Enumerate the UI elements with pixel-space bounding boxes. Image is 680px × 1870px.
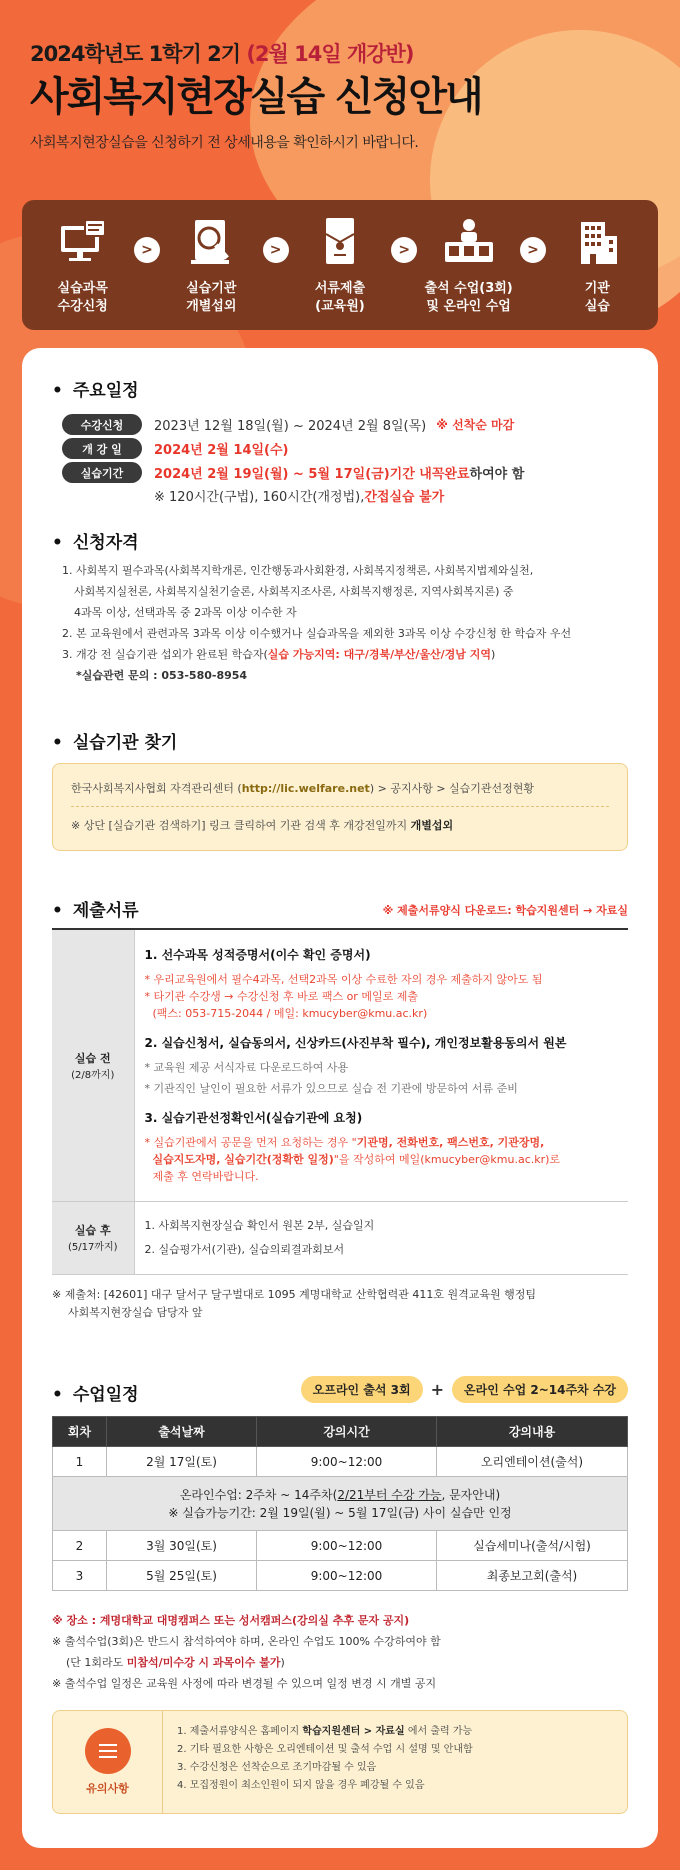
offline-badge: 오프라인 출석 3회	[301, 1376, 423, 1403]
page-subtitle: 2024학년도 1학기 2기 (2월 14일 개강반)	[30, 42, 414, 66]
class-type-badges: 오프라인 출석 3회 + 온라인 수업 2~14주차 수강	[301, 1376, 628, 1403]
table-row: 3 5월 25일(토) 9:00~12:00 최종보고회(출석)	[53, 1561, 628, 1591]
submission-address: ※ 제출처: [42601] 대구 달서구 달구벌대로 1095 계명대학교 산학협력관 411호 원격교육원 행정팀 사회복지현장실습 담당자 앞	[52, 1288, 536, 1319]
welfare-link[interactable]: http://lic.welfare.net	[241, 782, 370, 795]
label-pill: 개 강 일	[62, 438, 142, 459]
table-row: 2 3월 30일(토) 9:00~12:00 실습세미나(출석/시험)	[53, 1531, 628, 1561]
process-steps	[22, 200, 658, 330]
label-pill: 수강신청	[62, 414, 142, 435]
step-course-registration: 실습과목 수강신청	[33, 214, 133, 316]
building-icon	[569, 214, 625, 270]
table-row	[52, 1201, 628, 1274]
section-title-find-agency: • 실습기관 찾기	[52, 728, 177, 753]
step-document-submission: 서류제출 (교육원)	[290, 214, 390, 316]
table-header-row: 회차 출석날짜 강의시간 강의내용	[53, 1417, 628, 1447]
section-title-documents: • 제출서류	[52, 896, 139, 921]
class-notes: ※ 장소 : 계명대학교 대명캠퍼스 또는 성서캠퍼스(강의실 추후 문자 공지) ※ 출석수업(3회)은 반드시 참석하여야 하며, 온라인 수업도 100% 수강하여야 함 (단 1회라도 미참석/미수강 시 과목이수 불가) ※ 출석수업 일정은 교육원 사정에 따라 변경될 수 있으며 일정 변경 시 개별 공지	[52, 1614, 441, 1690]
find-agency-box: 한국사회복지사협회 자격관리센터 (http://lic.welfare.net) > 공지사항 > 실습기관선정현황 ※ 상단 [실습기관 검색하기] 링크 클릭하여 기관 검색 후 개강전일까지 개별섭외	[52, 763, 628, 851]
schedule-row-practice-period: 실습기간 2024년 2월 19일(월) ~ 5월 17일(금)기간 내 꼭완료 하여야 함	[62, 462, 524, 483]
computer-icon	[55, 214, 111, 270]
list-icon	[85, 1728, 131, 1774]
documents-table	[52, 928, 628, 1275]
chevron-right-icon: >	[520, 237, 546, 263]
download-note[interactable]: ※ 제출서류양식 다운로드: 학습지원센터 → 자료실	[382, 904, 628, 917]
table-row: 1 2월 17일(토) 9:00~12:00 오리엔테이션(출석)	[53, 1447, 628, 1477]
notice-box: 유의사항 1. 제출서류양식은 홈페이지 학습지원센터 > 자료실 에서 출력 가능 2. 기타 필요한 사항은 오리엔테이션 및 출석 수업 시 설명 및 안내함 3. 수강신청은 선착순으로 조기마감될 수 있음 4. 모집정원이 최소인원이 되지 않을 경우 폐강될 수 있음	[52, 1710, 628, 1814]
page-title: 사회복지현장실습 신청안내	[30, 74, 482, 120]
class-schedule-table	[52, 1416, 628, 1591]
step-class-attendance: 출석 수업(3회) 및 온라인 수업	[419, 214, 519, 316]
after-practice-label: 실습 후 (5/17까지)	[52, 1201, 134, 1274]
chevron-right-icon: >	[134, 237, 160, 263]
classroom-desk-icon	[441, 214, 497, 270]
hours-note: ※ 120시간(구법), 160시간(개정법), 간접실습 불가	[154, 490, 445, 505]
page-header	[30, 38, 660, 152]
section-title-schedule: • 주요일정	[52, 376, 139, 401]
online-class-row: 온라인수업: 2주차 ~ 14주차(2/21부터 수강 가능, 문자안내) ※ 실습가능기간: 2월 19일(월) ~ 5월 17일(금) 사이 실습만 인정	[53, 1477, 628, 1531]
magnifier-document-icon	[183, 214, 239, 270]
step-agency-contact: 실습기관 개별섭외	[161, 214, 261, 316]
schedule-row-start-date: 개 강 일 2024년 2월 14일(수)	[62, 438, 289, 459]
before-practice-label: 실습 전 (2/8까지)	[52, 929, 134, 1201]
chevron-right-icon: >	[263, 237, 289, 263]
before-practice-content: 1. 선수과목 성적증명서(이수 확인 증명서) * 우리교육원에서 필수4과목, 선택2과목 이상 수료한 자의 경우 제출하지 않아도 됨 * 타기관 수강생 → 수강신청 후 바로 팩스 or 메일로 제출 (팩스: 053-715-2044 / 메일: kmucyber@kmu.ac.kr) 2. 실습신청서, 실습동의서, 신상카드(사진부착 필수), 개인정보활용동의서 원본 * 교육원 제공 서식자료 다운로드하여 사용 * 기관직인 날인이 필요한 서류가 있으므로 실습 전 기관에 방문하여 서류 준비 3. 실습기관선정확인서(실습기관에 요청) * 실습기관에서 공문을 먼저 요청하는 경우 "기관명, 전화번호, 팩스번호, 기관장명, 실습지도자명, 실습기간(정확한 일정)"을 작성하여 메일(kmucyber@kmu.ac.kr)로 제출 후 연락바랍니다.	[134, 929, 628, 1201]
divider	[71, 806, 609, 807]
page-description: 사회복지현장실습을 신청하기 전 상세내용을 확인하시기 바랍니다.	[30, 135, 419, 151]
eligibility-list: 1. 사회복지 필수과목(사회복지학개론, 인간행동과사회환경, 사회복지정책론, 사회복지법제와실천, 사회복지실천론, 사회복지실천기술론, 사회복지조사론, 사회복지행정론, 지역사회복지론) 중 4과목 이상, 선택과목 중 2과목 이상 이수한 자 2. 본 교육원에서 관련과목 3과목 이상 이수했거나 실습과목을 제외한 3과목 이상 수강신청 한 학습자 우선 3. 개강 전 실습기관 섭외가 완료된 학습자(실습 가능지역: 대구/경북/부산/울산/경남 지역) *실습관련 문의 : 053-580-8954	[62, 564, 572, 682]
schedule-row-registration: 수강신청 2023년 12월 18일(월) ~ 2024년 2월 8일(목) ※ 선착순 마감	[62, 414, 514, 435]
step-agency-practice: 기관 실습	[547, 214, 647, 316]
envelope-document-icon	[312, 214, 368, 270]
section-title-classes: • 수업일정	[52, 1380, 139, 1405]
online-badge: 온라인 수업 2~14주차 수강	[452, 1376, 628, 1403]
section-title-eligibility: • 신청자격	[52, 528, 139, 553]
after-practice-content: 1. 사회복지현장실습 확인서 원본 2부, 실습일지 2. 실습평가서(기관), 실습의뢰결과회보서	[134, 1201, 628, 1274]
table-row	[52, 929, 628, 1201]
chevron-right-icon: >	[391, 237, 417, 263]
content-card	[22, 348, 658, 1848]
label-pill: 실습기간	[62, 462, 142, 483]
